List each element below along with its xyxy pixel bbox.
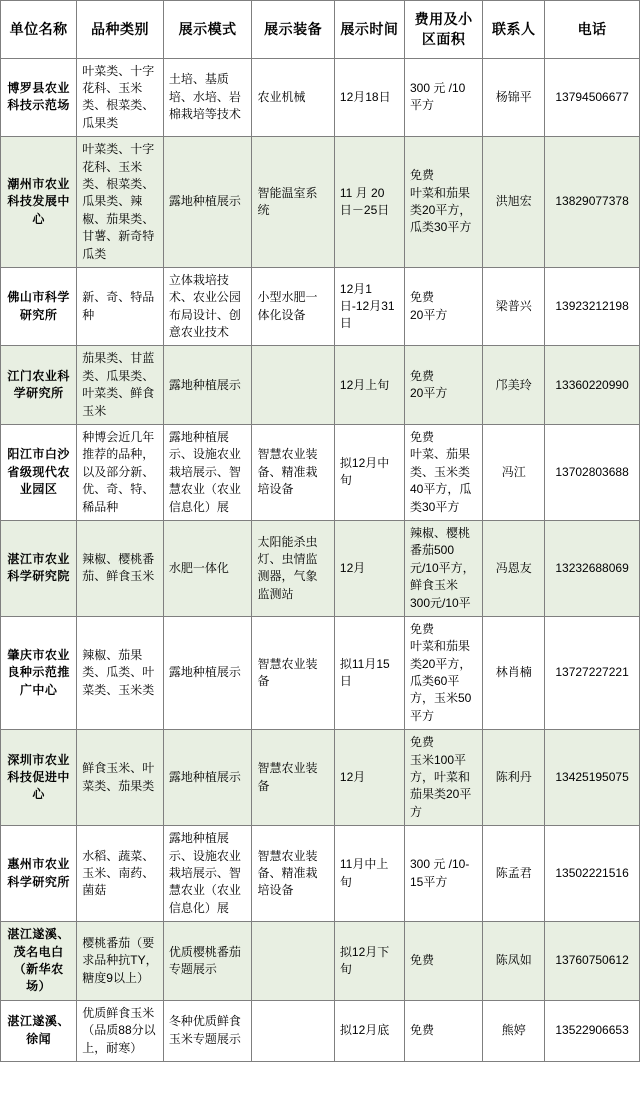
cell-variety: 优质鲜食玉米（品质88分以上，耐寒） xyxy=(77,1000,164,1061)
cell-equipment: 智能温室系统 xyxy=(252,137,334,268)
table-row xyxy=(1,1000,640,1061)
cell-contact: 陈孟君 xyxy=(483,826,545,922)
cell-variety: 辣椒、茄果类、瓜类、叶菜类、玉米类 xyxy=(77,616,164,729)
cell-equipment xyxy=(252,346,334,425)
cell-mode: 露地种植展示、设施农业栽培展示、智慧农业（农业信息化）展 xyxy=(163,826,252,922)
cell-time: 12月1日-12月31日 xyxy=(334,267,404,346)
cell-time: 拟12月中旬 xyxy=(334,425,404,521)
cell-time: 12月上旬 xyxy=(334,346,404,425)
cell-mode: 水肥一体化 xyxy=(163,520,252,616)
cell-fee: 免费 20平方 xyxy=(404,267,482,346)
cell-contact: 陈凤如 xyxy=(483,922,545,1001)
cell-fee: 免费 叶菜、茄果类、玉米类40平方，瓜类30平方 xyxy=(404,425,482,521)
cell-unit: 湛江遂溪、茂名电白（新华农场） xyxy=(1,922,77,1001)
cell-mode: 露地种植展示、设施农业栽培展示、智慧农业（农业信息化）展 xyxy=(163,425,252,521)
table-row xyxy=(1,58,640,137)
cell-time: 11 月 20 日－25日 xyxy=(334,137,404,268)
cell-unit: 江门农业科学研究所 xyxy=(1,346,77,425)
cell-phone: 13425195075 xyxy=(545,730,640,826)
cell-mode: 立体栽培技术、农业公园布局设计、创意农业技术 xyxy=(163,267,252,346)
column-header-contact: 联系人 xyxy=(483,1,545,59)
cell-equipment: 农业机械 xyxy=(252,58,334,137)
cell-unit: 湛江遂溪、徐闻 xyxy=(1,1000,77,1061)
table-row xyxy=(1,425,640,521)
cell-contact: 熊婷 xyxy=(483,1000,545,1061)
cell-contact: 梁普兴 xyxy=(483,267,545,346)
cell-time: 11月中上旬 xyxy=(334,826,404,922)
column-header-unit: 单位名称 xyxy=(1,1,77,59)
cell-time: 12月 xyxy=(334,520,404,616)
cell-variety: 樱桃番茄（要求品种抗TY，糖度9以上） xyxy=(77,922,164,1001)
column-header-fee: 费用及小区面积 xyxy=(404,1,482,59)
cell-variety: 鲜食玉米、叶菜类、茄果类 xyxy=(77,730,164,826)
cell-fee: 免费 叶菜和茄果类20平方，瓜类60平方，玉米50平方 xyxy=(404,616,482,729)
cell-contact: 杨锦平 xyxy=(483,58,545,137)
cell-unit: 潮州市农业科技发展中心 xyxy=(1,137,77,268)
cell-contact: 林肖楠 xyxy=(483,616,545,729)
cell-equipment: 小型水肥一体化设备 xyxy=(252,267,334,346)
cell-equipment: 太阳能杀虫灯、虫情监测器，气象监测站 xyxy=(252,520,334,616)
cell-variety: 新、奇、特品种 xyxy=(77,267,164,346)
cell-fee: 免费 xyxy=(404,922,482,1001)
table-row xyxy=(1,826,640,922)
cell-fee: 免费 玉米100平方，叶菜和茄果类20平方 xyxy=(404,730,482,826)
cell-fee: 300 元 /10-15平方 xyxy=(404,826,482,922)
cell-contact: 冯江 xyxy=(483,425,545,521)
cell-mode: 土培、基质培、水培、岩棉栽培等技术 xyxy=(163,58,252,137)
table-header-row xyxy=(1,1,640,59)
cell-unit: 博罗县农业科技示范场 xyxy=(1,58,77,137)
cell-unit: 阳江市白沙省级现代农业园区 xyxy=(1,425,77,521)
cell-phone: 13829077378 xyxy=(545,137,640,268)
cell-equipment: 智慧农业装备 xyxy=(252,616,334,729)
cell-time: 拟12月底 xyxy=(334,1000,404,1061)
cell-phone: 13702803688 xyxy=(545,425,640,521)
cell-time: 12月18日 xyxy=(334,58,404,137)
cell-phone: 13232688069 xyxy=(545,520,640,616)
cell-variety: 水稻、蔬菜、玉米、南药、菌菇 xyxy=(77,826,164,922)
cell-variety: 辣椒、樱桃番茄、鲜食玉米 xyxy=(77,520,164,616)
cell-contact: 陈利丹 xyxy=(483,730,545,826)
cell-fee: 免费 20平方 xyxy=(404,346,482,425)
cell-mode: 冬种优质鲜食玉米专题展示 xyxy=(163,1000,252,1061)
column-header-variety: 品种类别 xyxy=(77,1,164,59)
cell-mode: 露地种植展示 xyxy=(163,730,252,826)
cell-fee: 免费 xyxy=(404,1000,482,1061)
cell-contact: 冯恩友 xyxy=(483,520,545,616)
cell-phone: 13522906653 xyxy=(545,1000,640,1061)
cell-mode: 露地种植展示 xyxy=(163,137,252,268)
table-row xyxy=(1,730,640,826)
column-header-phone: 电话 xyxy=(545,1,640,59)
cell-equipment: 智慧农业装备、精准栽培设备 xyxy=(252,425,334,521)
cell-equipment: 智慧农业装备、精准栽培设备 xyxy=(252,826,334,922)
cell-mode: 优质樱桃番茄专题展示 xyxy=(163,922,252,1001)
table-row xyxy=(1,922,640,1001)
cell-variety: 叶菜类、十字花科、玉米类、根菜类、瓜果类 xyxy=(77,58,164,137)
column-header-mode: 展示模式 xyxy=(163,1,252,59)
table-row xyxy=(1,346,640,425)
cell-mode: 露地种植展示 xyxy=(163,616,252,729)
cell-time: 拟12月下旬 xyxy=(334,922,404,1001)
cell-variety: 叶菜类、十字花科、玉米类、根菜类、瓜果类、辣椒、茄果类、甘薯、新奇特瓜类 xyxy=(77,137,164,268)
cell-time: 12月 xyxy=(334,730,404,826)
cell-equipment: 智慧农业装备 xyxy=(252,730,334,826)
cell-fee: 免费 叶菜和茄果类20平方，瓜类30平方 xyxy=(404,137,482,268)
cell-unit: 湛江市农业科学研究院 xyxy=(1,520,77,616)
cell-unit: 肇庆市农业良种示范推广中心 xyxy=(1,616,77,729)
cell-contact: 邝美玲 xyxy=(483,346,545,425)
cell-equipment xyxy=(252,1000,334,1061)
cell-phone: 13502221516 xyxy=(545,826,640,922)
cell-fee: 300 元 /10 平方 xyxy=(404,58,482,137)
cell-contact: 洪旭宏 xyxy=(483,137,545,268)
table-row xyxy=(1,520,640,616)
cell-phone: 13360220990 xyxy=(545,346,640,425)
cell-phone: 13794506677 xyxy=(545,58,640,137)
table-row xyxy=(1,267,640,346)
column-header-equipment: 展示装备 xyxy=(252,1,334,59)
table-row xyxy=(1,137,640,268)
cell-unit: 惠州市农业科学研究所 xyxy=(1,826,77,922)
cell-unit: 佛山市科学研究所 xyxy=(1,267,77,346)
cell-phone: 13923212198 xyxy=(545,267,640,346)
cell-time: 拟11月15日 xyxy=(334,616,404,729)
cell-variety: 种博会近几年推荐的品种，以及部分新、优、奇、特、稀品种 xyxy=(77,425,164,521)
cell-unit: 深圳市农业科技促进中心 xyxy=(1,730,77,826)
column-header-time: 展示时间 xyxy=(334,1,404,59)
cell-phone: 13760750612 xyxy=(545,922,640,1001)
cell-phone: 13727227221 xyxy=(545,616,640,729)
cell-variety: 茄果类、甘蓝类、瓜果类、叶菜类、鲜食玉米 xyxy=(77,346,164,425)
table-row xyxy=(1,616,640,729)
cell-mode: 露地种植展示 xyxy=(163,346,252,425)
cell-fee: 辣椒、樱桃番茄500元/10平方，鲜食玉米300元/10平 xyxy=(404,520,482,616)
cell-equipment xyxy=(252,922,334,1001)
